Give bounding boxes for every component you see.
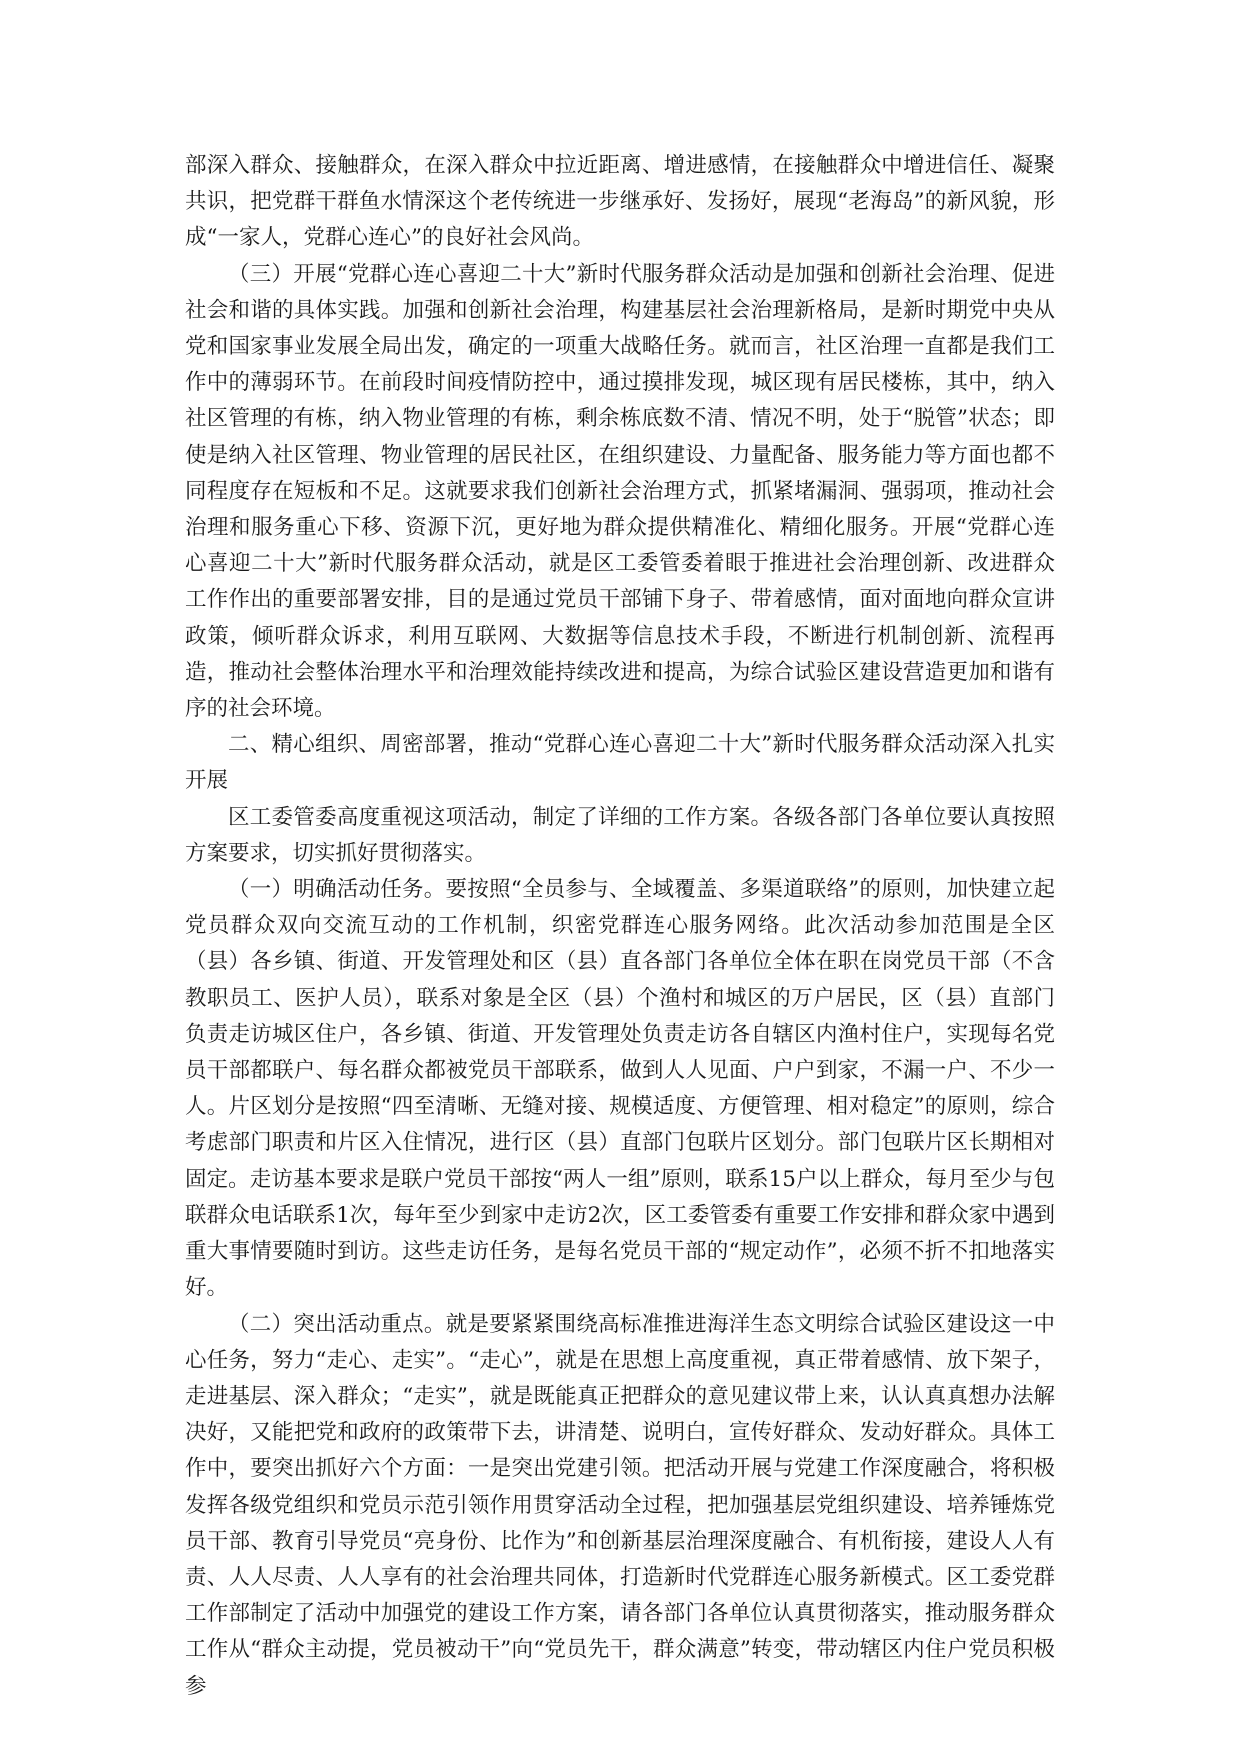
body-paragraph-5: （二）突出活动重点。就是要紧紧围绕高标准推进海洋生态文明综合试验区建设这一中心任务，努力“走心、走实”。“走心”，就是在思想上高度重视，真正带着感情、放下架子，走进基层、深入群众；“走实”，就是既能真正把群众的意见建议带上来，认认真真想办法解决好，又能把党和政府的政策带下去，讲清楚、说明白，宣传好群众、发动好群众。具体工作中，要突出抓好六个方面：一是突出党建引领。把活动开展与党建工作深度融合，将积极发挥各级党组织和党员示范引领作用贯穿活动全过程，把加强基层党组织建设、培养锤炼党员干部、教育引导党员“亮身份、比作为”和创新基层治理深度融合、有机衔接，建设人人有责、人人尽责、人人享有的社会治理共同体，打造新时代党群连心服务新模式。区工委党群工作部制定了活动中加强党的建设工作方案，请各部门各单位认真贯彻落实，推动服务群众工作从“群众主动提，党员被动干”向“党员先干，群众满意”转变，带动辖区内住户党员积极参: [185, 1311, 1055, 1699]
body-paragraph-3: 区工委管委高度重视这项活动，制定了详细的工作方案。各级各部门各单位要认真按照方案要求，切实抓好贯彻落实。: [185, 804, 1055, 866]
document-page: [185, 148, 1055, 1705]
section-heading-2: 二、精心组织、周密部署，推动“党群心连心喜迎二十大”新时代服务群众活动深入扎实开展: [185, 732, 1055, 794]
body-paragraph-4: （一）明确活动任务。要按照“全员参与、全域覆盖、多渠道联络”的原则，加快建立起党员群众双向交流互动的工作机制，织密党群连心服务网络。此次活动参加范围是全区（县）各乡镇、街道、开发管理处和区（县）直各部门各单位全体在职在岗党员干部（不含教职员工、医护人员），联系对象是全区（县）个渔村和城区的万户居民，区（县）直部门负责走访城区住户，各乡镇、街道、开发管理处负责走访各自辖区内渔村住户，实现每名党员干部都联户、每名群众都被党员干部联系，做到人人见面、户户到家，不漏一户、不少一人。片区划分是按照“四至清晰、无缝对接、规模适度、方便管理、相对稳定”的原则，综合考虑部门职责和片区入住情况，进行区（县）直部门包联片区划分。部门包联片区长期相对固定。走访基本要求是联户党员干部按“两人一组”原则，联系15户以上群众，每月至少与包联群众电话联系1次，每年至少到家中走访2次，区工委管委有重要工作安排和群众家中遇到重大事情要随时到访。这些走访任务，是每名党员干部的“规定动作”，必须不折不扣地落实好。: [185, 877, 1055, 1301]
body-paragraph-2: （三）开展“党群心连心喜迎二十大”新时代服务群众活动是加强和创新社会治理、促进社会和谐的具体实践。加强和创新社会治理，构建基层社会治理新格局，是新时期党中央从党和国家事业发展全局出发，确定的一项重大战略任务。就而言，社区治理一直都是我们工作中的薄弱环节。在前段时间疫情防控中，通过摸排发现，城区现有居民楼栋，其中，纳入社区管理的有栋，纳入物业管理的有栋，剩余栋底数不清、情况不明，处于“脱管”状态；即使是纳入社区管理、物业管理的居民社区，在组织建设、力量配备、服务能力等方面也都不同程度存在短板和不足。这就要求我们创新社会治理方式，抓紧堵漏洞、强弱项，推动社会治理和服务重心下移、资源下沉，更好地为群众提供精准化、精细化服务。开展“党群心连心喜迎二十大”新时代服务群众活动，就是区工委管委着眼于推进社会治理创新、改进群众工作作出的重要部署安排，目的是通过党员干部铺下身子、带着感情，面对面地向群众宣讲政策，倾听群众诉求，利用互联网、大数据等信息技术手段，不断进行机制创新、流程再造，推动社会整体治理水平和治理效能持续改进和提高，为综合试验区建设营造更加和谐有序的社会环境。: [185, 261, 1055, 722]
body-paragraph-1: 部深入群众、接触群众，在深入群众中拉近距离、增进感情，在接触群众中增进信任、凝聚共识，把党群干群鱼水情深这个老传统进一步继承好、发扬好，展现“老海岛”的新风貌，形成“一家人，党群心连心”的良好社会风尚。: [185, 153, 1055, 251]
